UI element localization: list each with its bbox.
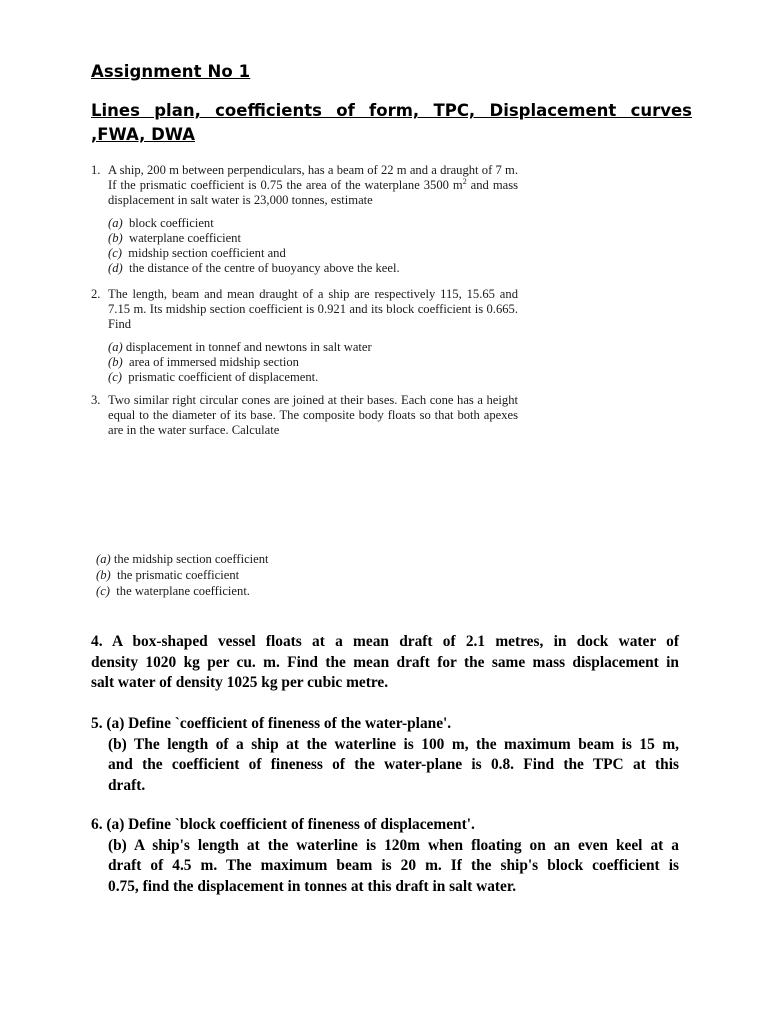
option-label: (b) xyxy=(108,355,123,369)
option-text: the midship section coefficient xyxy=(113,552,269,566)
option-item xyxy=(96,583,396,599)
question-6-line: 0.75, find the displacement in tonnes at this draft in salt water. xyxy=(108,877,517,895)
option-text: block coefficient xyxy=(128,216,214,230)
question-5-line: (b) The length of a ship at the waterline is 100 m, the maximum beam is 15 m, xyxy=(108,735,679,753)
question-1-options xyxy=(91,216,518,276)
scanned-question-2 xyxy=(91,287,518,385)
question-1-body: A ship, 200 m between perpendiculars, has a beam of 22 m and a draught of 7 m. If the prismatic coefficient is 0.75 the area of the waterplane 3500 m xyxy=(108,163,518,192)
option-text: the prismatic coefficient xyxy=(116,568,240,582)
option-label: (b) xyxy=(96,568,111,582)
scanned-question-3 xyxy=(91,393,518,438)
question-number: 1. xyxy=(91,163,101,177)
question-number: 2. xyxy=(91,287,101,301)
option-item xyxy=(108,231,518,246)
question-3-body: Two similar right circular cones are joined at their bases. Each cone has a height equal to the diameter of its base. The composite body floats so that both apexes are in the water surface. Calculate xyxy=(108,393,518,437)
question-4 xyxy=(91,632,679,694)
scanned-question-1 xyxy=(91,163,518,276)
option-label: (a) xyxy=(96,552,111,566)
option-label: (b) xyxy=(108,231,123,245)
question-4-line: salt water of density 1025 kg per cubic metre. xyxy=(91,674,389,691)
option-item xyxy=(96,551,396,567)
question-number: 3. xyxy=(91,393,101,407)
question-3-options xyxy=(96,551,396,599)
option-text: the distance of the centre of buoyancy above the keel. xyxy=(128,261,400,275)
option-label: (c) xyxy=(108,370,122,384)
question-5 xyxy=(91,714,679,796)
option-label: (a) xyxy=(108,216,123,230)
option-text: prismatic coefficient of displacement. xyxy=(128,370,319,384)
question-6 xyxy=(91,815,679,897)
question-6-line: (b) A ship's length at the waterline is 120m when floating on an even keel at a xyxy=(108,836,679,854)
question-1-body-cont: and mass displacement in salt water is 23,000 tonnes, estimate xyxy=(108,178,519,207)
option-label: (a) xyxy=(108,340,123,354)
option-label: (c) xyxy=(108,246,122,260)
option-text: midship section coefficient and xyxy=(128,246,286,260)
option-item xyxy=(108,370,518,385)
option-item xyxy=(108,340,518,355)
question-1-text xyxy=(91,163,518,208)
option-item xyxy=(108,216,518,231)
question-2-body: The length, beam and mean draught of a ship are respectively 115, 15.65 and 7.15 m. Its midship section coefficient is 0.921 and its block coefficient is 0.665. Find xyxy=(108,287,518,331)
assignment-subtitle: Lines plan, coefficients of form, TPC, Displacement curves ,FWA, DWA xyxy=(91,101,692,144)
option-text: area of immersed midship section xyxy=(128,355,299,369)
question-2-options xyxy=(91,340,518,385)
question-4-line: 4. A box-shaped vessel floats at a mean draft of 2.1 metres, in dock water of xyxy=(91,633,679,650)
option-item xyxy=(108,355,518,370)
question-2-text xyxy=(91,287,518,332)
question-4-line: density 1020 kg per cu. m. Find the mean draft for the same mass displacement in xyxy=(91,653,679,671)
question-6-line: draft of 4.5 m. The maximum beam is 20 m. If the ship's block coefficient is xyxy=(108,857,679,874)
option-item xyxy=(96,567,396,583)
option-label: (c) xyxy=(96,584,110,598)
option-item xyxy=(108,246,518,261)
option-item xyxy=(108,261,518,276)
option-label: (d) xyxy=(108,261,123,275)
question-5-line: and the coefficient of fineness of the water-plane is 0.8. Find the TPC at this xyxy=(108,756,679,773)
question-6-line: 6. (a) Define `block coefficient of fineness of displacement'. xyxy=(91,816,475,833)
superscript: 2 xyxy=(462,176,467,186)
question-5-line: 5. (a) Define `coefficient of fineness of the water-plane'. xyxy=(91,715,452,732)
option-text: the waterplane coefficient. xyxy=(116,584,250,598)
question-5-line: draft. xyxy=(108,776,146,794)
assignment-title: Assignment No 1 xyxy=(91,62,251,81)
question-3-text xyxy=(91,393,518,438)
option-text: waterplane coefficient xyxy=(128,231,241,245)
option-text: displacement in tonnef and newtons in salt water xyxy=(125,340,372,354)
